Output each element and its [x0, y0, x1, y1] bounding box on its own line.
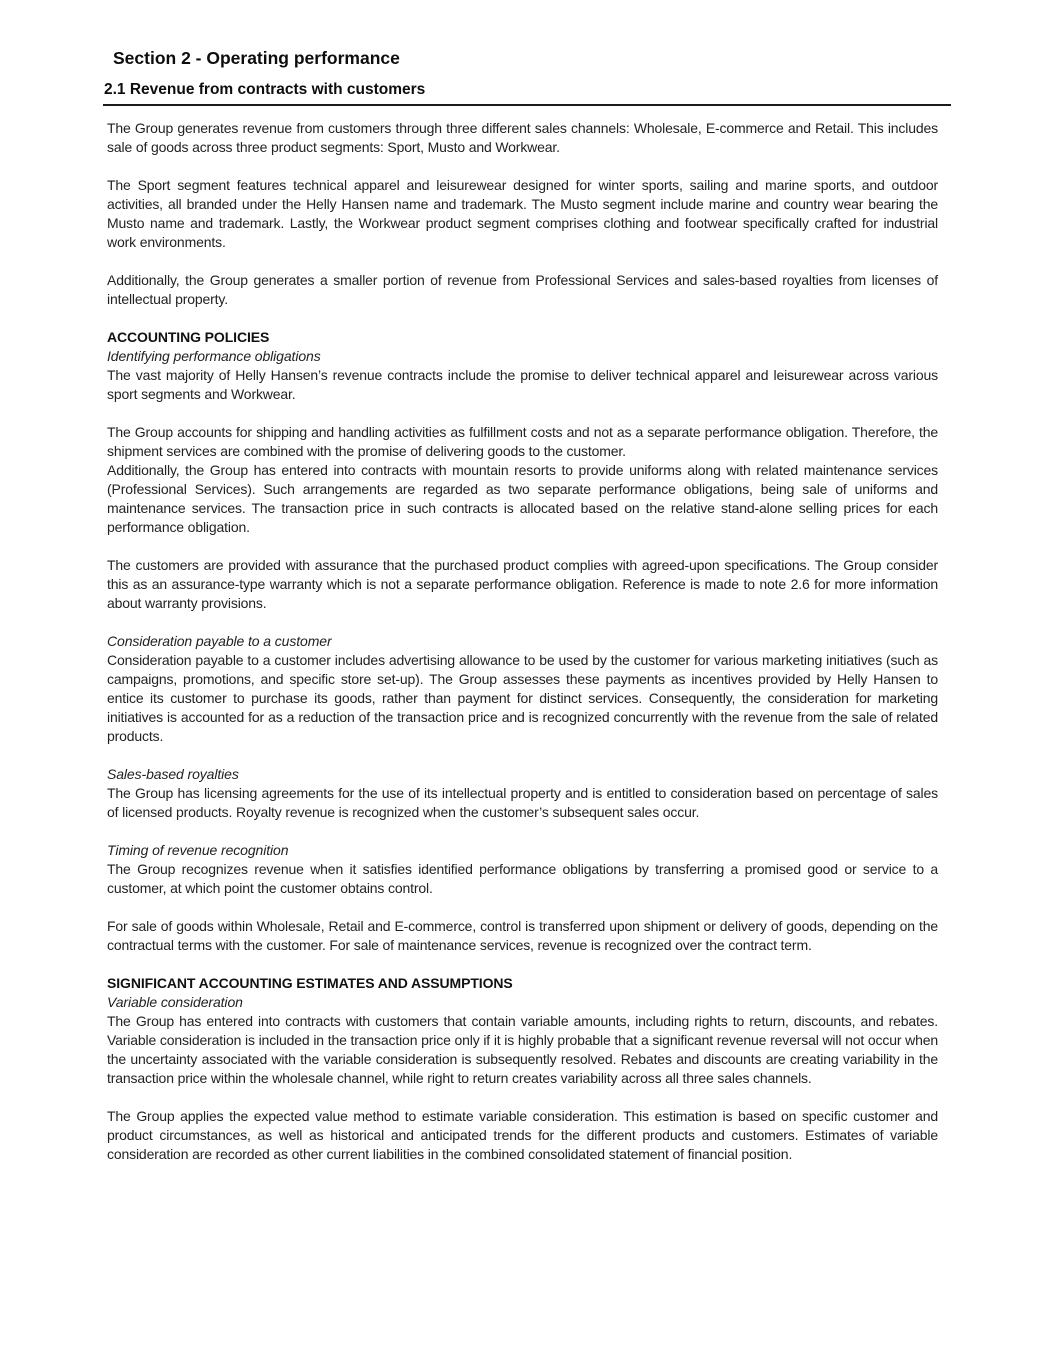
consideration-payable-subheading: Consideration payable to a customer — [107, 633, 332, 649]
identifying-performance-obligations-paragraph-4: The customers are provided with assurance that the purchased product complies with agreed-upon specifications. The Group consider this as an assurance-type warranty which is not a separate performance obligation. Reference is made to note 2.6 for more information about warranty provisions. — [107, 557, 938, 611]
accounting-policies-heading: ACCOUNTING POLICIES — [107, 329, 270, 345]
sales-based-royalties-paragraph-1: The Group has licensing agreements for the use of its intellectual property and is entitled to consideration based on percentage of sales of licensed products. Royalty revenue is recognized when the customer’s subsequent sales occur. — [107, 785, 938, 820]
identifying-performance-obligations-paragraph-1: The vast majority of Helly Hansen’s revenue contracts include the promise to deliver technical apparel and leisurewear across various sport segments and Workwear. — [107, 367, 938, 402]
timing-of-revenue-recognition-paragraph-1: The Group recognizes revenue when it satisfies identified performance obligations by transferring a promised good or service to a customer, at which point the customer obtains control. — [107, 861, 938, 896]
significant-estimates-heading: SIGNIFICANT ACCOUNTING ESTIMATES AND ASSUMPTIONS — [107, 975, 513, 991]
sales-based-royalties-subheading: Sales-based royalties — [107, 766, 239, 782]
identifying-performance-obligations-paragraph-2: The Group accounts for shipping and handling activities as fulfillment costs and not as a separate performance obligation. Therefore, the shipment services are combined with the promise of delivering goods to the customer. — [107, 424, 938, 459]
timing-of-revenue-recognition-paragraph-2: For sale of goods within Wholesale, Retail and E-commerce, control is transferred upon shipment or delivery of goods, depending on the contractual terms with the customer. For sale of maintenance services, revenue is recognized over the contract term. — [107, 918, 938, 953]
identifying-performance-obligations-subheading: Identifying performance obligations — [107, 348, 321, 364]
consideration-payable-paragraph-1: Consideration payable to a customer includes advertising allowance to be used by the customer for various marketing initiatives (such as campaigns, promotions, and specific store set-up). The Group assesses these payments as incentives provided by Helly Hansen to entice its customer to purchase its goods, rather than payment for distinct services. Consequently, the consideration for marketing initiatives is accounted for as a reduction of the transaction price and is recognized concurrently with the revenue from the sale of related products. — [107, 652, 938, 744]
intro-paragraph-2: The Sport segment features technical apparel and leisurewear designed for winter sports, sailing and marine sports, and outdoor activities, all branded under the Helly Hansen name and trademark. The Musto segment include marine and country wear bearing the Musto name and trademark. Lastly, the Workwear product segment comprises clothing and footwear specifically crafted for industrial work environments. — [107, 177, 938, 250]
intro-paragraph-3: Additionally, the Group generates a smaller portion of revenue from Professional Services and sales-based royalties from licenses of intellectual property. — [107, 272, 938, 307]
heading-rule — [103, 104, 951, 106]
timing-of-revenue-recognition-subheading: Timing of revenue recognition — [107, 842, 289, 858]
variable-consideration-paragraph-1: The Group has entered into contracts with customers that contain variable amounts, including rights to return, discounts, and rebates. Variable consideration is included in the transaction price only if it is highly probable that a significant revenue reversal will not occur when the uncertainty associated with the variable consideration is subsequently resolved. Rebates and discounts are creating variability in the transaction price within the wholesale channel, while right to return creates variability across all three sales channels. — [107, 1013, 938, 1086]
note-heading: 2.1 Revenue from contracts with customers — [104, 81, 426, 98]
intro-paragraph-1: The Group generates revenue from customers through three different sales channels: Wholesale, E-commerce and Retail. This includes sale of goods across three product segments: Sport, Musto and Workwear. — [107, 120, 938, 155]
variable-consideration-subheading: Variable consideration — [107, 994, 243, 1010]
section-heading: Section 2 - Operating performance — [113, 48, 400, 68]
variable-consideration-paragraph-2: The Group applies the expected value method to estimate variable consideration. This estimation is based on specific customer and product circumstances, as well as historical and anticipated trends for the different products and customers. Estimates of variable consideration are recorded as other current liabilities in the combined consolidated statement of financial position. — [107, 1108, 938, 1162]
identifying-performance-obligations-paragraph-3: Additionally, the Group has entered into contracts with mountain resorts to provide uniforms along with related maintenance services (Professional Services). Such arrangements are regarded as two separate performance obligations, being sale of uniforms and maintenance services. The transaction price in such contracts is allocated based on the relative stand-alone selling prices for each performance obligation. — [107, 462, 938, 535]
